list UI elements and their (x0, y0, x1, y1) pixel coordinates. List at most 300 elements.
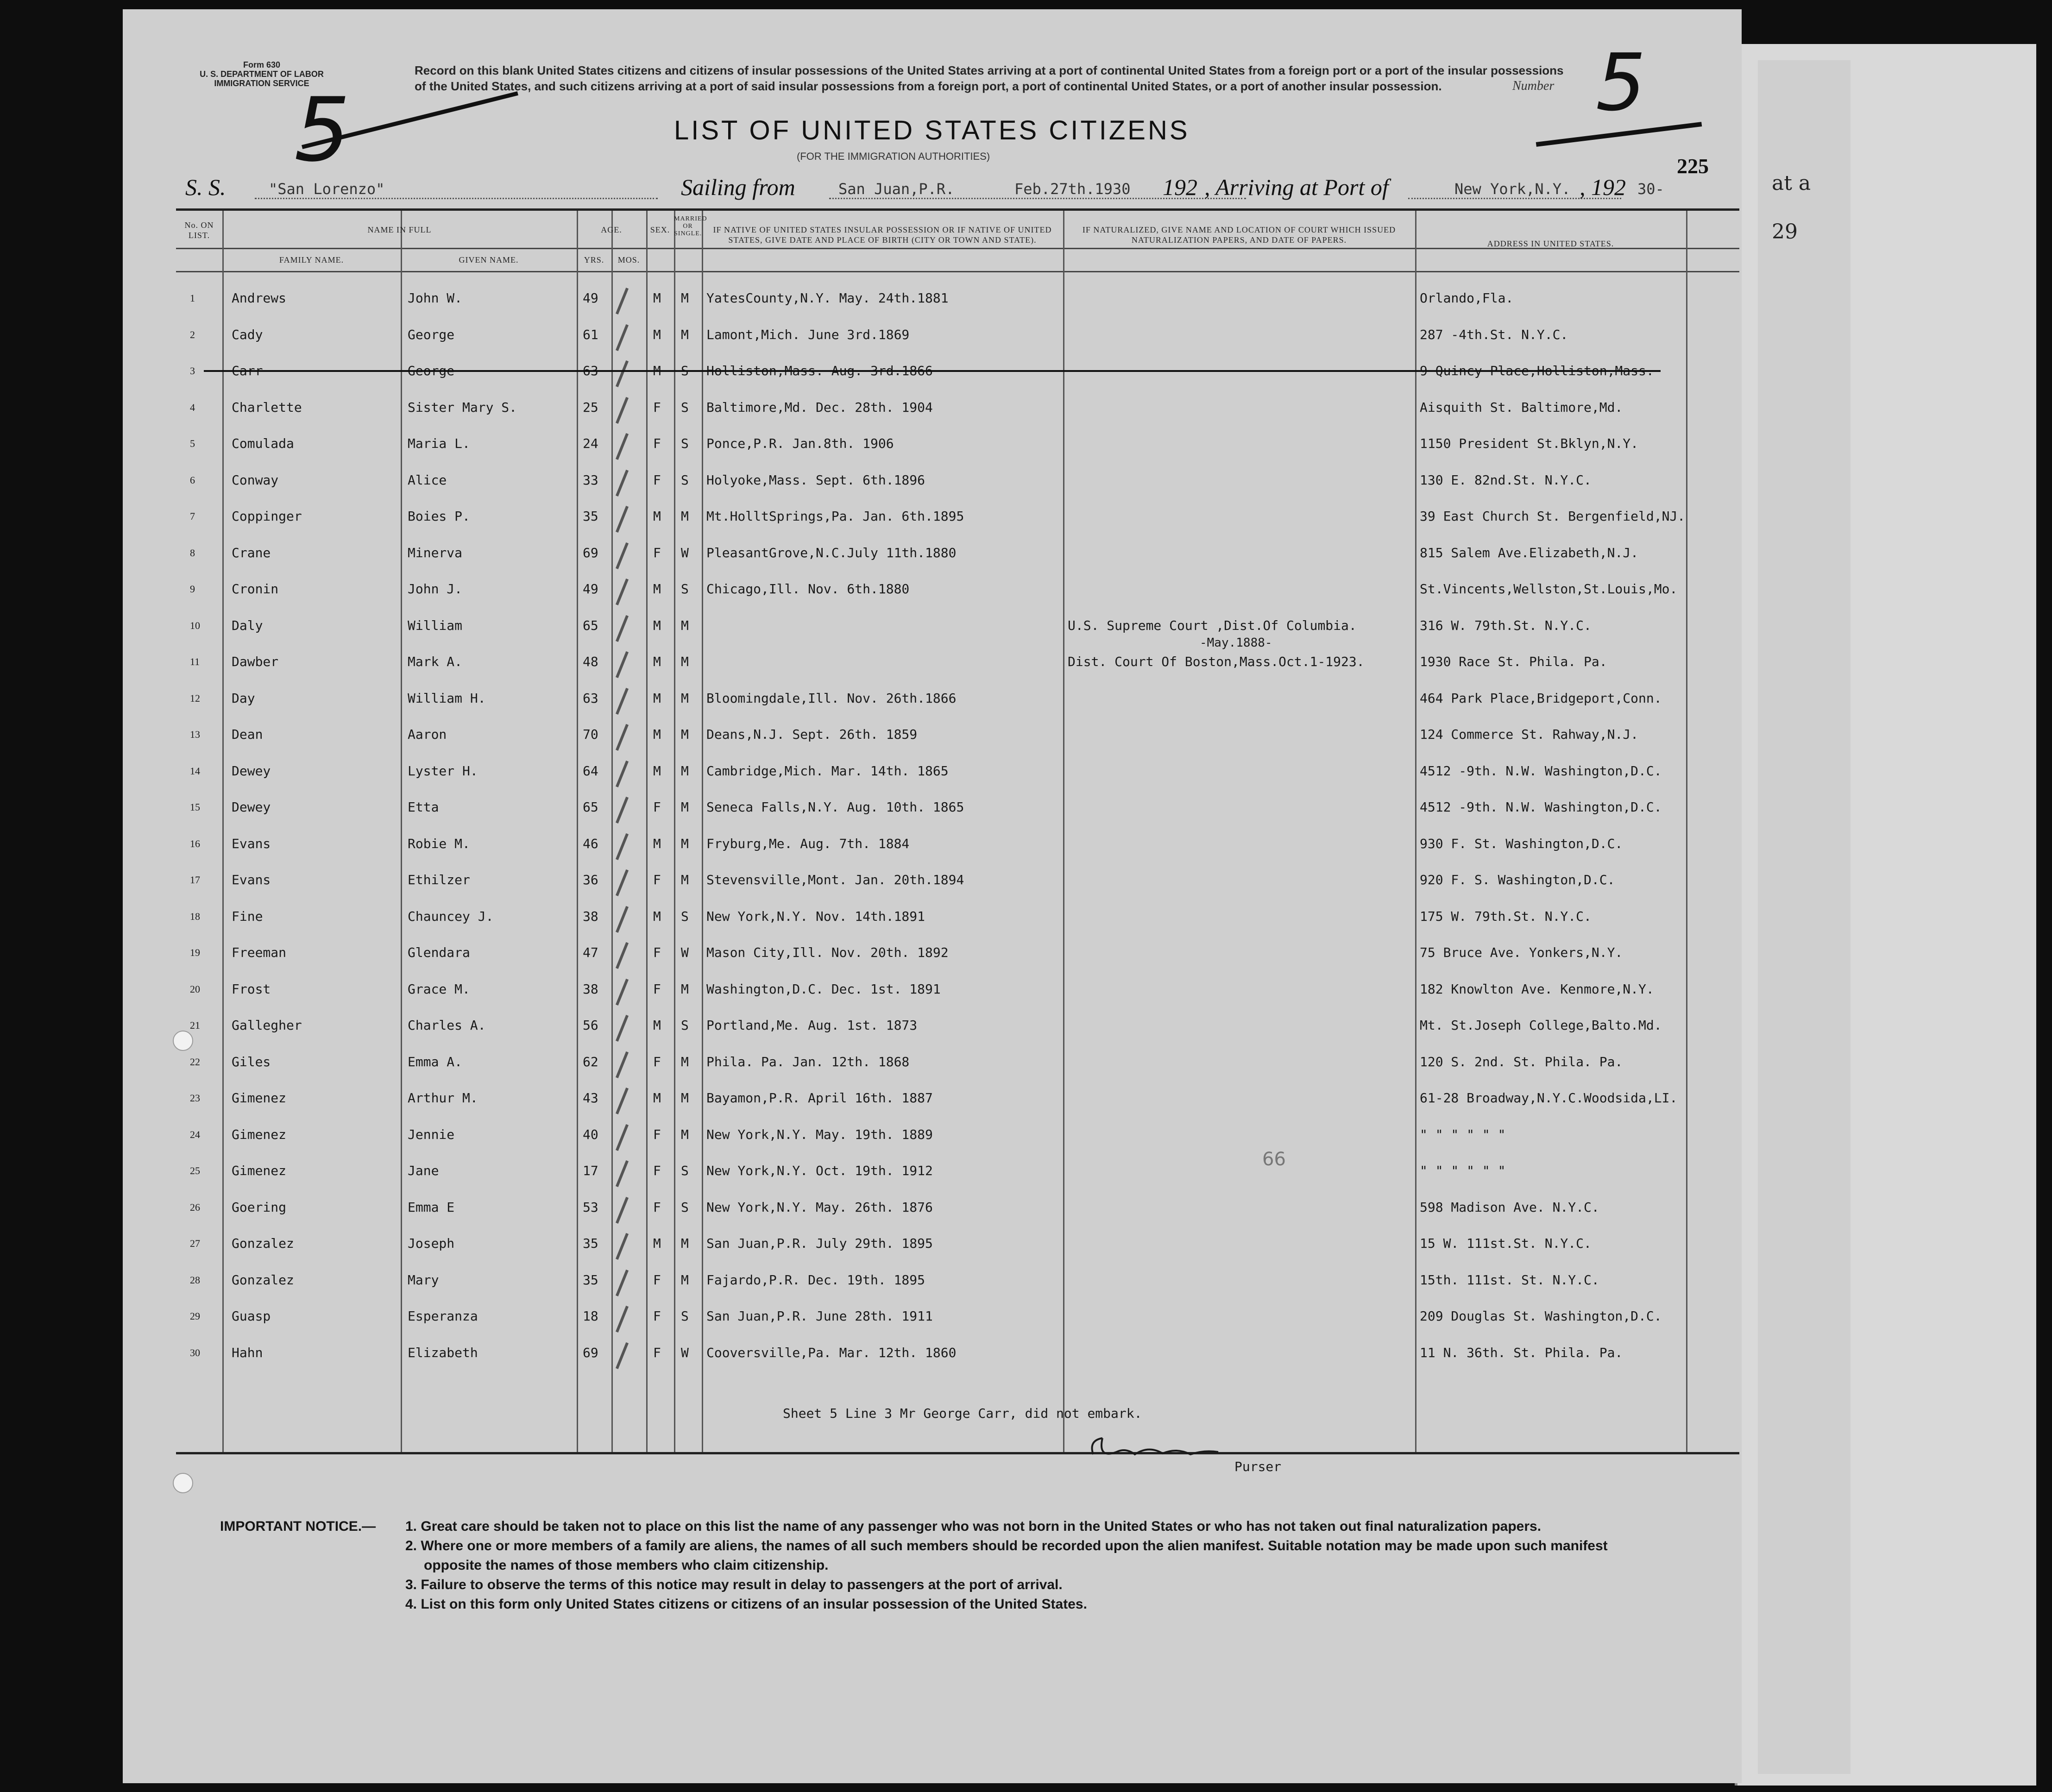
cell-birth: PleasantGrove,N.C.July 11th.1880 (706, 545, 957, 560)
voyage-line (185, 174, 1664, 206)
cell-marital-status: S (681, 1308, 689, 1324)
cell-no: 29 (190, 1310, 200, 1322)
cell-sex: M (653, 690, 661, 706)
cell-birth: Lamont,Mich. June 3rd.1869 (706, 327, 910, 342)
check-mark (616, 1197, 629, 1224)
cell-birth: New York,N.Y. Oct. 19th. 1912 (706, 1163, 933, 1178)
cell-address: 930 F. St. Washington,D.C. (1420, 836, 1623, 851)
table-row (176, 1049, 1739, 1085)
cell-birth: Holliston,Mass. Aug. 3rd.1866 (706, 363, 933, 378)
cell-no: 9 (190, 583, 195, 595)
cell-marital-status: S (681, 581, 689, 597)
check-mark (616, 397, 629, 424)
ss-label: S. S. (185, 174, 226, 200)
cell-no: 14 (190, 765, 200, 777)
cell-sex: M (653, 290, 661, 306)
cell-no: 30 (190, 1346, 200, 1358)
header-sex: SEX. (650, 225, 670, 234)
header-mos: MOS. (617, 255, 640, 264)
table-row (176, 794, 1739, 830)
check-mark (616, 433, 629, 460)
cell-marital-status: M (681, 290, 689, 306)
cell-given-name: John W. (408, 290, 463, 306)
table-row (176, 939, 1739, 975)
cell-family-name: Hahn (232, 1345, 263, 1360)
cell-no: 4 (190, 401, 195, 413)
table-row (176, 721, 1739, 757)
cell-age: 70 (583, 727, 598, 742)
cell-address: Orlando,Fla. (1420, 290, 1514, 306)
table-row (176, 903, 1739, 939)
cell-marital-status: S (681, 908, 689, 924)
cell-no: 3 (190, 365, 195, 377)
cell-family-name: Andrews (232, 290, 287, 306)
cell-marital-status: M (681, 690, 689, 706)
cell-no: 21 (190, 1019, 200, 1031)
cell-address: Mt. St.Joseph College,Balto.Md. (1420, 1018, 1662, 1033)
cell-sex: F (653, 1272, 661, 1288)
cell-given-name: Joseph (408, 1236, 455, 1251)
table-row (176, 358, 1739, 394)
cell-no: 18 (190, 910, 200, 922)
cell-family-name: Daly (232, 617, 263, 633)
cell-birth: Ponce,P.R. Jan.8th. 1906 (706, 436, 894, 451)
cell-no: 13 (190, 729, 200, 740)
sailing-port: San Juan,P.R. (838, 180, 955, 198)
cell-marital-status: S (681, 1199, 689, 1215)
cell-age: 38 (583, 908, 598, 924)
check-mark (616, 1306, 629, 1333)
cell-birth: Stevensville,Mont. Jan. 20th.1894 (706, 872, 964, 887)
cell-family-name: Guasp (232, 1308, 271, 1324)
cell-given-name: Lyster H. (408, 763, 478, 779)
cell-address: 4512 -9th. N.W. Washington,D.C. (1420, 763, 1662, 779)
cell-age: 47 (583, 945, 598, 960)
header-divider (176, 271, 1739, 272)
cell-marital-status: M (681, 327, 689, 342)
cell-given-name: Arthur M. (408, 1090, 478, 1106)
sailing-date: Feb.27th.1930 (1014, 180, 1131, 198)
cell-given-name: Jennie (408, 1126, 455, 1142)
cell-age: 65 (583, 799, 598, 815)
cell-birth: Fajardo,P.R. Dec. 19th. 1895 (706, 1272, 925, 1288)
cell-family-name: Gallegher (232, 1018, 302, 1033)
table-row (176, 1339, 1739, 1376)
table-row (176, 1085, 1739, 1121)
cell-age: 46 (583, 836, 598, 851)
table-row (176, 867, 1739, 903)
cell-family-name: Dewey (232, 763, 271, 779)
cell-sex: M (653, 654, 661, 669)
cell-address: 920 F. S. Washington,D.C. (1420, 872, 1615, 887)
cell-age: 69 (583, 1345, 598, 1360)
header-married: MARRIED OR SINGLE. (674, 215, 707, 237)
cell-age: 56 (583, 1018, 598, 1033)
list-number-handwritten: 5 (1596, 37, 1646, 129)
cell-given-name: William H. (408, 690, 486, 706)
cell-family-name: Fine (232, 908, 263, 924)
cell-address: 120 S. 2nd. St. Phila. Pa. (1420, 1054, 1623, 1069)
cell-address: " " " " " " (1420, 1126, 1506, 1142)
cell-sex: M (653, 327, 661, 342)
cell-no: 19 (190, 947, 200, 958)
cell-no: 27 (190, 1238, 200, 1249)
cell-marital-status: M (681, 1236, 689, 1251)
cell-age: 24 (583, 436, 598, 451)
cell-birth: New York,N.Y. May. 26th. 1876 (706, 1199, 933, 1215)
table-row (176, 321, 1739, 358)
cell-marital-status: M (681, 981, 689, 997)
check-mark (616, 1088, 629, 1114)
table-row (176, 685, 1739, 721)
cell-age: 61 (583, 327, 598, 342)
cell-sex: F (653, 1345, 661, 1360)
cell-age: 49 (583, 290, 598, 306)
cell-birth: Deans,N.J. Sept. 26th. 1859 (706, 727, 918, 742)
check-mark (616, 470, 629, 497)
cell-marital-status: M (681, 1272, 689, 1288)
cell-age: 35 (583, 1236, 598, 1251)
footnote: Sheet 5 Line 3 Mr George Carr, did not embark. (783, 1406, 1142, 1421)
table-row (176, 758, 1739, 794)
cell-given-name: George (408, 327, 455, 342)
page-title: LIST OF UNITED STATES CITIZENS (674, 115, 1190, 145)
cell-marital-status: M (681, 872, 689, 887)
check-mark (616, 979, 629, 1006)
cell-sex: F (653, 545, 661, 560)
check-mark (616, 761, 629, 787)
cell-address: 15th. 111st. St. N.Y.C. (1420, 1272, 1599, 1288)
cell-address: 598 Madison Ave. N.Y.C. (1420, 1199, 1599, 1215)
cell-age: 36 (583, 872, 598, 887)
cell-family-name: Frost (232, 981, 271, 997)
cell-age: 18 (583, 1308, 598, 1324)
cell-birth: San Juan,P.R. July 29th. 1895 (706, 1236, 933, 1251)
sailing-label: Sailing from (681, 174, 795, 200)
cell-family-name: Gimenez (232, 1163, 287, 1178)
table-row (176, 1194, 1739, 1230)
cell-no: 26 (190, 1201, 200, 1213)
cell-sex: M (653, 727, 661, 742)
cell-sex: F (653, 872, 661, 887)
cell-sex: F (653, 799, 661, 815)
cell-no: 25 (190, 1165, 200, 1176)
cell-sex: F (653, 981, 661, 997)
check-mark (616, 324, 629, 351)
cell-family-name: Gimenez (232, 1090, 287, 1106)
table-row (176, 1230, 1739, 1266)
cell-marital-status: W (681, 545, 689, 560)
department-name: U. S. DEPARTMENT OF LABOR (200, 69, 324, 79)
cell-marital-status: M (681, 1090, 689, 1106)
cell-address: " " " " " " (1420, 1163, 1506, 1178)
check-mark (616, 688, 629, 715)
page-subtitle: (FOR THE IMMIGRATION AUTHORITIES) (797, 151, 990, 162)
notice-items (405, 1517, 1656, 1614)
cell-family-name: Carr (232, 363, 263, 378)
cell-sex: M (653, 1236, 661, 1251)
cell-address: St.Vincents,Wellston,St.Louis,Mo. (1420, 581, 1678, 597)
check-mark (616, 942, 629, 969)
table-row (176, 1012, 1739, 1048)
cell-address: 39 East Church St. Bergenfield,NJ. (1420, 509, 1686, 524)
check-mark (616, 288, 629, 314)
cell-address: 11 N. 36th. St. Phila. Pa. (1420, 1345, 1623, 1360)
cell-given-name: Robie M. (408, 836, 470, 851)
cell-given-name: John J. (408, 581, 463, 597)
header-family-name: FAMILY NAME. (279, 255, 344, 264)
cell-given-name: Aaron (408, 727, 447, 742)
binder-hole (173, 1473, 193, 1493)
cell-given-name: Emma A. (408, 1054, 463, 1069)
check-mark (616, 1233, 629, 1260)
cell-age: 62 (583, 1054, 598, 1069)
purser-label: Purser (1234, 1459, 1282, 1474)
arrival-port: New York,N.Y. (1454, 180, 1571, 198)
cell-address: 464 Park Place,Bridgeport,Conn. (1420, 690, 1662, 706)
passenger-table (176, 208, 1739, 1454)
cell-family-name: Conway (232, 472, 279, 488)
notice-lead: IMPORTANT NOTICE.— (220, 1519, 376, 1534)
cell-age: 17 (583, 1163, 598, 1178)
cell-family-name: Gonzalez (232, 1272, 294, 1288)
table-row (176, 430, 1739, 466)
cell-birth: Mt.HolltSprings,Pa. Jan. 6th.1895 (706, 509, 964, 524)
cell-age: 43 (583, 1090, 598, 1106)
header-naturalized: IF NATURALIZED, GIVE NAME AND LOCATION OF COURT WHICH ISSUED NATURALIZATION PAPERS, AND DATE OF PAPERS. (1082, 225, 1396, 245)
cell-marital-status: S (681, 1018, 689, 1033)
cell-birth: Seneca Falls,N.Y. Aug. 10th. 1865 (706, 799, 964, 815)
cell-marital-status: M (681, 617, 689, 633)
cell-age: 33 (583, 472, 598, 488)
cell-family-name: Evans (232, 836, 271, 851)
check-mark (616, 1270, 629, 1296)
cell-given-name: William (408, 617, 463, 633)
cell-birth: Baltimore,Md. Dec. 28th. 1904 (706, 399, 933, 415)
form-instructions: Record on this blank United States citizens and citizens of insular possessions of the United States arriving at a port of continental United States from a foreign port or a port of the insular possessions of the United States, and such citizens arriving at a port of said insular possessions from a foreign port, a port of continental United States, or a port of another insular possession. (415, 63, 1564, 93)
check-mark (616, 1015, 629, 1042)
table-row (176, 540, 1739, 576)
cell-sex: F (653, 399, 661, 415)
cell-given-name: Grace M. (408, 981, 470, 997)
cell-family-name: Giles (232, 1054, 271, 1069)
cell-no: 16 (190, 837, 200, 849)
cell-birth: Portland,Me. Aug. 1st. 1873 (706, 1018, 918, 1033)
table-row (176, 467, 1739, 503)
cell-given-name: Sister Mary S. (408, 399, 517, 415)
table-row (176, 1267, 1739, 1303)
arrival-year-suffix: 30- (1637, 180, 1664, 198)
cell-given-name: Mark A. (408, 654, 463, 669)
cell-address: 209 Douglas St. Washington,D.C. (1420, 1308, 1662, 1324)
cell-marital-status: M (681, 799, 689, 815)
table-row (176, 503, 1739, 539)
notice-item-2: 2. Where one or more members of a family are aliens, the names of all such members should be recorded upon the alien manifest. Suitable notation may be made upon such manifest opposite the names of those members who claim citizenship. (405, 1538, 1608, 1573)
cell-given-name: Maria L. (408, 436, 470, 451)
cell-no: 11 (190, 656, 200, 667)
cell-address: 124 Commerce St. Rahway,N.J. (1420, 727, 1639, 742)
cell-family-name: Coppinger (232, 509, 302, 524)
service-name: IMMIGRATION SERVICE (214, 79, 309, 88)
check-mark (616, 906, 629, 933)
handwritten-sheet-mark: 5 (294, 79, 350, 181)
cell-no: 12 (190, 692, 200, 704)
table-row (176, 976, 1739, 1012)
cell-sex: F (653, 945, 661, 960)
cell-address: 182 Knowlton Ave. Kenmore,N.Y. (1420, 981, 1654, 997)
cell-address: 4512 -9th. N.W. Washington,D.C. (1420, 799, 1662, 815)
cell-marital-status: S (681, 363, 689, 378)
cell-birth: Phila. Pa. Jan. 12th. 1868 (706, 1054, 910, 1069)
cell-no: 5 (190, 438, 195, 449)
table-row (176, 830, 1739, 867)
cell-marital-status: M (681, 836, 689, 851)
adjacent-page-strip (1758, 60, 1851, 1774)
cell-birth: Holyoke,Mass. Sept. 6th.1896 (706, 472, 925, 488)
cell-address: 15 W. 111st.St. N.Y.C. (1420, 1236, 1592, 1251)
header-name-in-full: NAME IN FULL (367, 225, 432, 234)
cell-marital-status: M (681, 1054, 689, 1069)
manifest-sheet (123, 9, 1742, 1783)
cell-given-name: George (408, 363, 455, 378)
header-given-name: GIVEN NAME. (459, 255, 519, 264)
cell-marital-status: S (681, 472, 689, 488)
check-mark (616, 651, 629, 678)
cell-given-name: Mary (408, 1272, 439, 1288)
cell-address: 9 Quincy Place,Holliston,Mass. (1420, 363, 1654, 378)
cell-given-name: Elizabeth (408, 1345, 478, 1360)
cell-sex: F (653, 1163, 661, 1178)
cell-age: 40 (583, 1126, 598, 1142)
table-row (176, 612, 1739, 648)
cell-marital-status: M (681, 654, 689, 669)
cell-sex: M (653, 509, 661, 524)
cell-age: 48 (583, 654, 598, 669)
check-mark (616, 506, 629, 533)
cell-marital-status: M (681, 763, 689, 779)
cell-age: 35 (583, 509, 598, 524)
cell-family-name: Cronin (232, 581, 279, 597)
cell-address: 75 Bruce Ave. Yonkers,N.Y. (1420, 945, 1623, 960)
check-mark (616, 869, 629, 896)
cell-given-name: Jane (408, 1163, 439, 1178)
cell-birth: San Juan,P.R. June 28th. 1911 (706, 1308, 933, 1324)
header-address: ADDRESS IN UNITED STATES. (1487, 239, 1614, 248)
table-row (176, 1157, 1739, 1194)
page-number: 225 (1677, 154, 1709, 178)
cell-family-name: Evans (232, 872, 271, 887)
cell-address: Aisquith St. Baltimore,Md. (1420, 399, 1623, 415)
cell-age: 69 (583, 545, 598, 560)
header-age: AGE. (601, 225, 622, 234)
cell-family-name: Day (232, 690, 255, 706)
cell-no: 7 (190, 510, 195, 522)
notice-item-4: 4. List on this form only United States citizens or citizens of an insular possession of the United States. (405, 1597, 1087, 1612)
cell-birth: Bayamon,P.R. April 16th. 1887 (706, 1090, 933, 1106)
check-mark (616, 1160, 629, 1187)
cell-naturalization: U.S. Supreme Court ,Dist.Of Columbia. (1068, 617, 1357, 633)
cell-marital-status: S (681, 436, 689, 451)
cell-age: 49 (583, 581, 598, 597)
cell-given-name: Etta (408, 799, 439, 815)
cell-address: 1150 President St.Bklyn,N.Y. (1420, 436, 1639, 451)
notice-item-1: 1. Great care should be taken not to place on this list the name of any passenger who was not born in the United States or who has not taken out final naturalization papers. (405, 1519, 1542, 1534)
cell-marital-status: W (681, 945, 689, 960)
cell-birth: Bloomingdale,Ill. Nov. 26th.1866 (706, 690, 957, 706)
check-mark (616, 724, 629, 751)
check-mark (616, 1124, 629, 1151)
cell-given-name: Esperanza (408, 1308, 478, 1324)
cell-age: 35 (583, 1272, 598, 1288)
cell-birth: New York,N.Y. May. 19th. 1889 (706, 1126, 933, 1142)
cell-birth: Mason City,Ill. Nov. 20th. 1892 (706, 945, 949, 960)
cell-no: 24 (190, 1128, 200, 1140)
cell-birth: Cooversville,Pa. Mar. 12th. 1860 (706, 1345, 957, 1360)
cell-age: 38 (583, 981, 598, 997)
cell-no: 15 (190, 801, 200, 813)
cell-address: 130 E. 82nd.St. N.Y.C. (1420, 472, 1592, 488)
cell-given-name: Minerva (408, 545, 463, 560)
cell-no: 28 (190, 1274, 200, 1286)
cell-age: 25 (583, 399, 598, 415)
cell-sex: M (653, 363, 661, 378)
year-prefix: 192 (1163, 174, 1197, 200)
cell-marital-status: M (681, 509, 689, 524)
cell-family-name: Gimenez (232, 1126, 287, 1142)
cell-birth: YatesCounty,N.Y. May. 24th.1881 (706, 290, 949, 306)
cell-given-name: Charles A. (408, 1018, 486, 1033)
number-label: Number (1512, 79, 1555, 93)
cell-family-name: Freeman (232, 945, 287, 960)
check-mark (616, 578, 629, 605)
cell-given-name: Chauncey J. (408, 908, 494, 924)
table-row (176, 394, 1739, 430)
form-number: Form 630 (243, 60, 281, 69)
naturalization-date-note: -May.1888- (1200, 636, 1272, 650)
cell-marital-status: S (681, 399, 689, 415)
cell-given-name: Ethilzer (408, 872, 470, 887)
cell-address: 1930 Race St. Phila. Pa. (1420, 654, 1607, 669)
pencil-mark: 66 (1262, 1149, 1286, 1170)
cell-family-name: Comulada (232, 436, 294, 451)
cell-no: 23 (190, 1092, 200, 1104)
cell-no: 1 (190, 292, 195, 304)
purser-signature (1084, 1431, 1223, 1468)
cell-given-name: Alice (408, 472, 447, 488)
arrival-year: , 192 (1580, 174, 1626, 200)
cell-family-name: Goering (232, 1199, 287, 1215)
notice-item-3: 3. Failure to observe the terms of this notice may result in delay to passengers at the port of arrival. (405, 1577, 1063, 1592)
cell-birth: Washington,D.C. Dec. 1st. 1891 (706, 981, 941, 997)
cell-no: 10 (190, 619, 200, 631)
ship-name: "San Lorenzo" (269, 180, 385, 198)
table-row (176, 1303, 1739, 1339)
cell-birth: Fryburg,Me. Aug. 7th. 1884 (706, 836, 910, 851)
cell-sex: F (653, 1308, 661, 1324)
cell-birth: New York,N.Y. Nov. 14th.1891 (706, 908, 925, 924)
table-row (176, 285, 1739, 321)
cell-address: 175 W. 79th.St. N.Y.C. (1420, 908, 1592, 924)
cell-age: 63 (583, 363, 598, 378)
cell-no: 17 (190, 874, 200, 886)
cell-address: 815 Salem Ave.Elizabeth,N.J. (1420, 545, 1639, 560)
table-row (176, 648, 1739, 685)
cell-sex: F (653, 1054, 661, 1069)
cell-family-name: Dawber (232, 654, 279, 669)
header-birth: IF NATIVE OF UNITED STATES INSULAR POSSESSION OR IF NATIVE OF UNITED STATES, GIVE DATE AND PLACE OF BIRTH (CITY OR TOWN AND STATE). (713, 225, 1052, 245)
check-mark (616, 1342, 629, 1369)
check-mark (616, 360, 629, 387)
